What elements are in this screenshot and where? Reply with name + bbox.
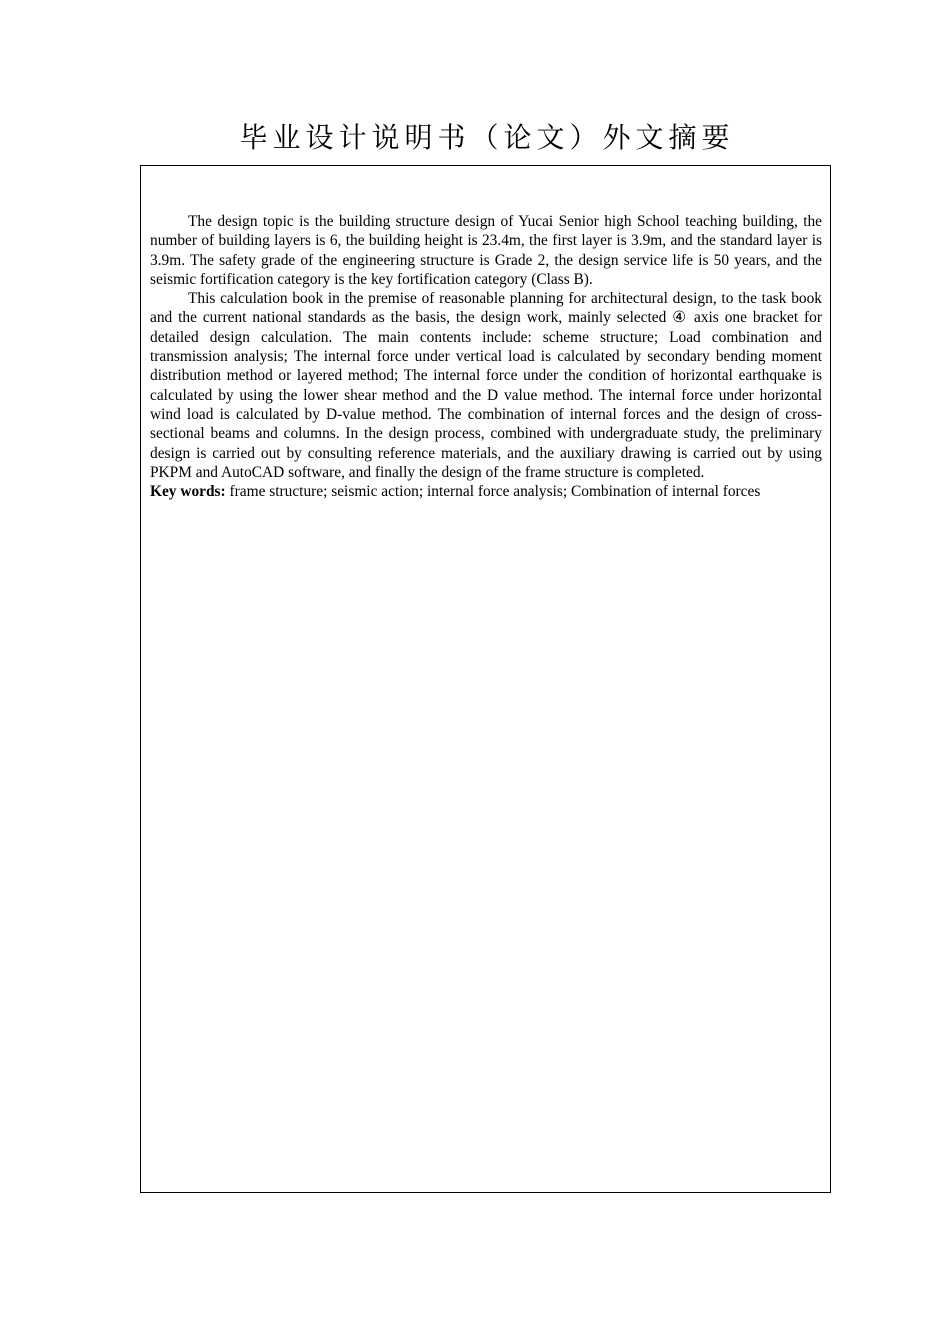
abstract-paragraph-1: The design topic is the building structure design of Yucai Senior high School teaching building, the number of building layers is 6, the building height is 23.4m, the first layer is 3.9m, and the standard layer is 3.9m. The safety grade of the engineering structure is Grade 2, the design service life is 50 years, and the seismic fortification category is the key fortification category (Class B).: [150, 213, 822, 288]
abstract-content: [150, 212, 822, 501]
abstract-paragraph-2: This calculation book in the premise of reasonable planning for architectural design, to the task book and the current national standards as the basis, the design work, mainly selected ④ axis one bracket for detailed design calculation. The main contents include: scheme structure; Load combination and transmission analysis; The internal force under vertical load is calculated by secondary bending moment distribution method or layered method; The internal force under the condition of horizontal earthquake is calculated by using the lower shear method and the D value method. The internal force under horizontal wind load is calculated by D-value method. The combination of internal forces and the design of cross-sectional beams and columns. In the design process, combined with undergraduate study, the preliminary design is carried out by consulting reference materials, and the auxiliary drawing is carried out by using PKPM and AutoCAD software, and finally the design of the frame structure is completed.: [150, 290, 822, 481]
keywords-text: frame structure; seismic action; internal force analysis; Combination of internal forces: [229, 483, 761, 501]
page-title: 毕业设计说明书（论文）外文摘要: [239, 121, 735, 154]
keywords-label: Key words:: [150, 483, 226, 501]
keywords-line: [150, 482, 822, 501]
abstract-box: [140, 165, 831, 1193]
